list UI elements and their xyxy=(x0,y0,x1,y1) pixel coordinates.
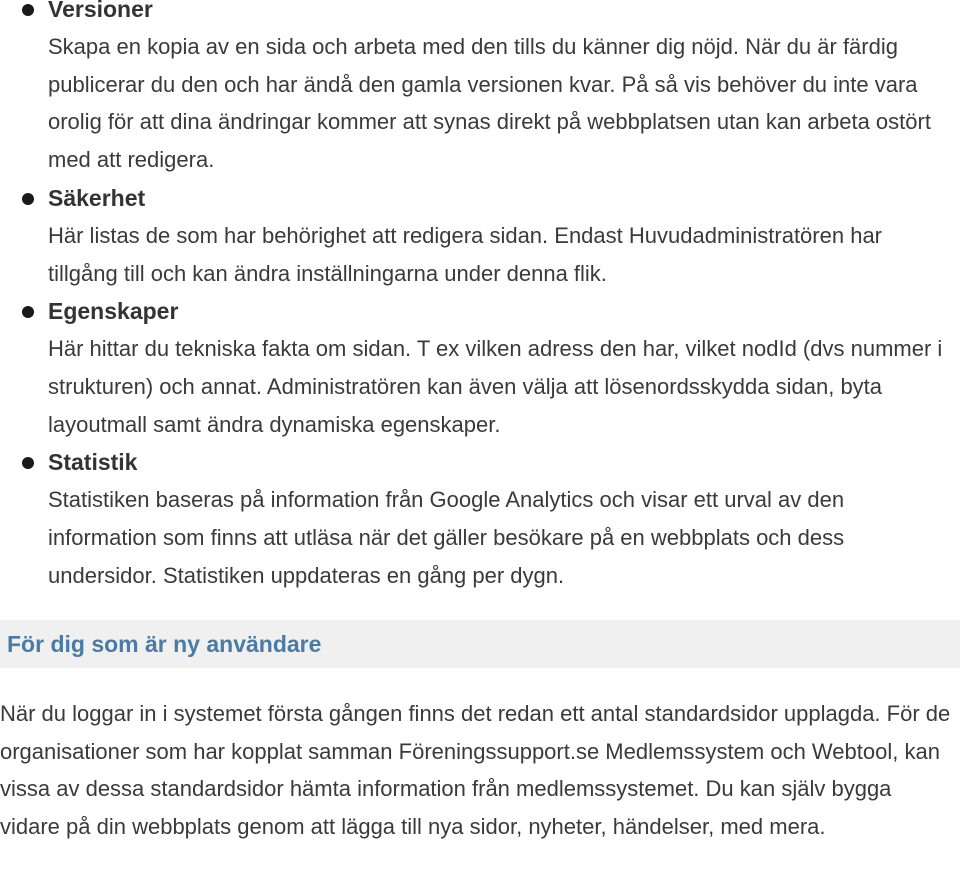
intro-paragraph: När du loggar in i systemet första gången finns det redan ett antal standardsidor upplagda. För de organisationer som har kopplat samman Föreningssupport.se Medlemssystem och Webtool, kan vissa av dessa standardsidor hämta information från medlemssystemet. Du kan själv bygga vidare på din webbplats genom att lägga till nya sidor, nyheter, händelser, med mera. xyxy=(0,701,951,839)
item-description: Här listas de som har behörighet att redigera sidan. Endast Huvudadministratören har tillgång till och kan ändra inställningarna under denna flik. xyxy=(48,222,883,286)
section-title: För dig som är ny användare xyxy=(7,631,322,657)
item-description: Skapa en kopia av en sida och arbeta med den tills du känner dig nöjd. När du är färdig publicerar du den och har ändå den gamla versionen kvar. På så vis behöver du inte vara orolig för att dina ändringar kommer att synas direkt på webbplatsen utan kan arbeta ostört med att redigera. xyxy=(48,34,931,173)
list-item xyxy=(0,443,960,594)
item-description: Statistiken baseras på information från Google Analytics och visar ett urval av den information som finns att utläsa när det gäller besökare på en webbplats och dess undersidor. Statistiken uppdateras en gång per dygn. xyxy=(48,487,845,588)
list-item xyxy=(0,179,960,292)
list-item xyxy=(0,0,960,179)
item-title: Egenskaper xyxy=(48,298,179,325)
bullet-icon xyxy=(22,457,34,469)
item-title: Versioner xyxy=(48,0,153,22)
item-description: Här hittar du tekniska fakta om sidan. T ex vilken adress den har, vilket nodId (dvs nummer i strukturen) och annat. Administratören kan även välja att lösenordsskydda sidan, byta layoutmall samt ändra dynamiska egenskaper. xyxy=(48,336,943,437)
item-title: Säkerhet xyxy=(48,184,146,211)
bullet-icon xyxy=(22,306,34,318)
bullet-icon xyxy=(22,193,34,205)
item-title: Statistik xyxy=(48,449,138,476)
section-header xyxy=(0,620,960,668)
bullet-icon xyxy=(22,4,34,16)
list-item xyxy=(0,292,960,443)
